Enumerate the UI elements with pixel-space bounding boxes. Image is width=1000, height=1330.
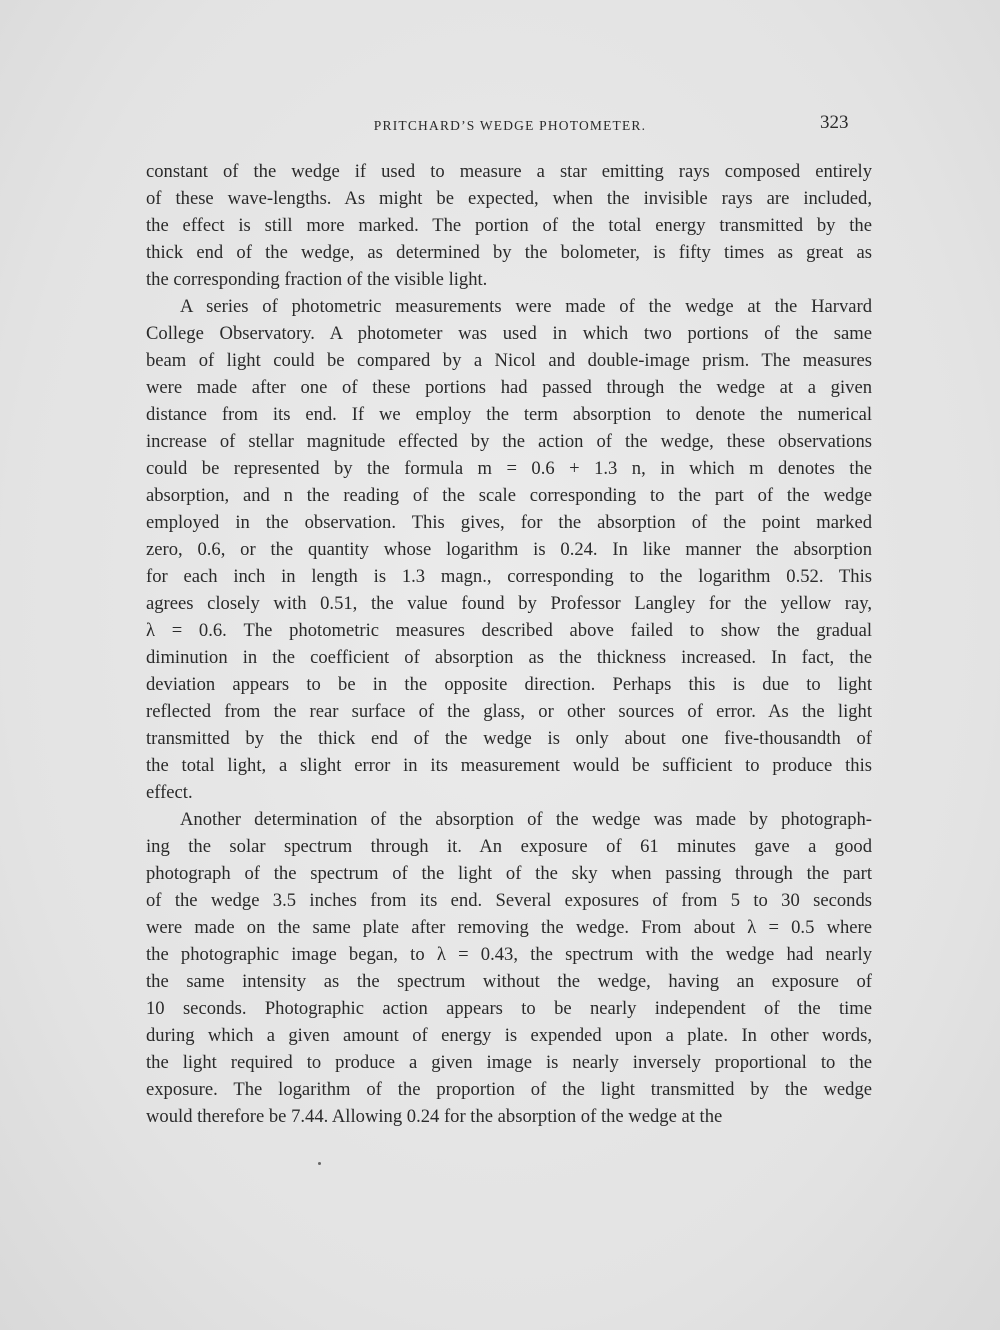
text-line: the photographic image began, to λ = 0.43, the spectrum with the wedge had nearly (146, 944, 872, 965)
text-line: 10 seconds. Photographic action appears to be nearly independent of the time (146, 998, 872, 1019)
text-line: the same intensity as the spectrum without the wedge, having an exposure of (146, 971, 872, 992)
text-line: College Observatory. A photometer was used in which two portions of the same (146, 323, 872, 344)
text-line: were made after one of these portions had passed through the wedge at a given (146, 377, 872, 398)
text-line: were made on the same plate after removing the wedge. From about λ = 0.5 where (146, 917, 872, 938)
running-title: PRITCHARD’S WEDGE PHOTOMETER. (373, 118, 647, 133)
text-line: the effect is still more marked. The portion of the total energy transmitted by the (146, 215, 872, 236)
text-line: beam of light could be compared by a Nicol and double-image prism. The measures (146, 350, 872, 371)
text-line: the light required to produce a given image is nearly inversely proportional to the (146, 1052, 872, 1073)
text-line: transmitted by the thick end of the wedge is only about one five-thousandth of (146, 728, 872, 749)
text-line: diminution in the coefficient of absorption as the thickness increased. In fact, the (146, 647, 872, 668)
text-line: A series of photometric measurements were made of the wedge at the Harvard (180, 296, 872, 317)
body-text (146, 158, 872, 1138)
text-line: of the wedge 3.5 inches from its end. Several exposures of from 5 to 30 seconds (146, 890, 872, 911)
text-line: during which a given amount of energy is expended upon a plate. In other words, (146, 1025, 872, 1046)
text-line: ing the solar spectrum through it. An exposure of 61 minutes gave a good (146, 836, 872, 857)
text-line: photograph of the spectrum of the light of the sky when passing through the part (146, 863, 872, 884)
text-line: thick end of the wedge, as determined by the bolometer, is fifty times as great as (146, 242, 872, 263)
text-line: effect. (146, 782, 193, 803)
text-line: the corresponding fraction of the visible light. (146, 269, 488, 290)
text-line: deviation appears to be in the opposite direction. Perhaps this is due to light (146, 674, 872, 695)
text-line: distance from its end. If we employ the term absorption to denote the numerical (146, 404, 872, 425)
text-line: reflected from the rear surface of the glass, or other sources of error. As the light (146, 701, 872, 722)
text-line: employed in the observation. This gives, for the absorption of the point marked (146, 512, 872, 533)
paragraph (146, 158, 872, 293)
text-line: Another determination of the absorption of the wedge was made by photograph- (180, 809, 872, 830)
text-line: absorption, and n the reading of the scale corresponding to the part of the wedge (146, 485, 872, 506)
print-speck (318, 1162, 321, 1165)
text-line: would therefore be 7.44. Allowing 0.24 for the absorption of the wedge at the (146, 1106, 723, 1127)
text-line: could be represented by the formula m = 0.6 + 1.3 n, in which m denotes the (146, 458, 872, 479)
text-line: λ = 0.6. The photometric measures described above failed to show the gradual (146, 620, 872, 641)
paragraph (146, 806, 872, 1130)
text-line: increase of stellar magnitude effected by the action of the wedge, these observations (146, 431, 872, 452)
running-head (0, 112, 1000, 142)
text-line: the total light, a slight error in its measurement would be sufficient to produce this (146, 755, 872, 776)
paragraph (146, 293, 872, 806)
text-line: zero, 0.6, or the quantity whose logarithm is 0.24. In like manner the absorption (146, 539, 872, 560)
text-line: of these wave-lengths. As might be expected, when the invisible rays are included, (146, 188, 872, 209)
text-line: constant of the wedge if used to measure a star emitting rays composed entirely (146, 161, 872, 182)
text-line: for each inch in length is 1.3 magn., corresponding to the logarithm 0.52. This (146, 566, 872, 587)
text-line: agrees closely with 0.51, the value found by Professor Langley for the yellow ray, (146, 593, 872, 614)
text-line: exposure. The logarithm of the proportion of the light transmitted by the wedge (146, 1079, 872, 1100)
page-number: 323 (820, 112, 849, 133)
